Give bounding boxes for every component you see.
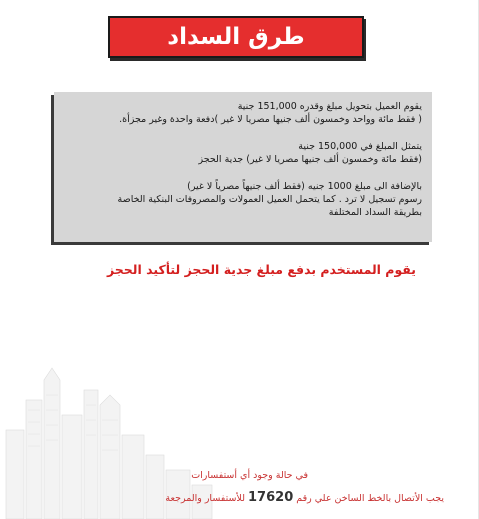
payment-amount-line: يقوم العميل بتحويل مبلغ وقدره 151,000 جنية [237,101,422,112]
hotline-suffix: للأستفسار والمرجعة [165,493,245,504]
payment-info-box [54,92,432,242]
hotline-prefix: يجب الأتصال بالخط الساخن علي رقم [296,493,444,504]
title-banner [108,16,364,58]
payment-amount-words-line: ( فقط مائة وواحد وخمسون ألف جنيها مصريا لا غير )دفعة واحدة وغير مجزأة. [119,114,422,125]
booking-confirmation-note: يقوم المستخدم بدفع مبلغ جدية الحجز لتأكيد الحجز [107,262,416,277]
bank-fees-line: رسوم تسجيل لا ترد . كما يتحمل العميل العمولات والمصروفات البنكية الخاصة [117,194,422,205]
hotline-number: 17620 [248,490,294,505]
hotline-line [165,490,444,505]
deposit-amount-words-line: (فقط مائة وخمسون ألف جنيها مصريا لا غير) جدية الحجز [198,154,422,165]
registration-fee-line: بالإضافة الى مبلغ 1000 جنيه (فقط ألف جنيهاً مصرياً لا غير) [187,181,422,192]
deposit-amount-line: يتمثل المبلغ في 150,000 جنية [298,141,422,152]
payment-method-line: بطريقة السداد المختلفة [328,207,422,218]
inquiries-heading: في حالة وجود أي أستفسارات [191,470,308,481]
page-title: طرق السداد [167,24,305,50]
